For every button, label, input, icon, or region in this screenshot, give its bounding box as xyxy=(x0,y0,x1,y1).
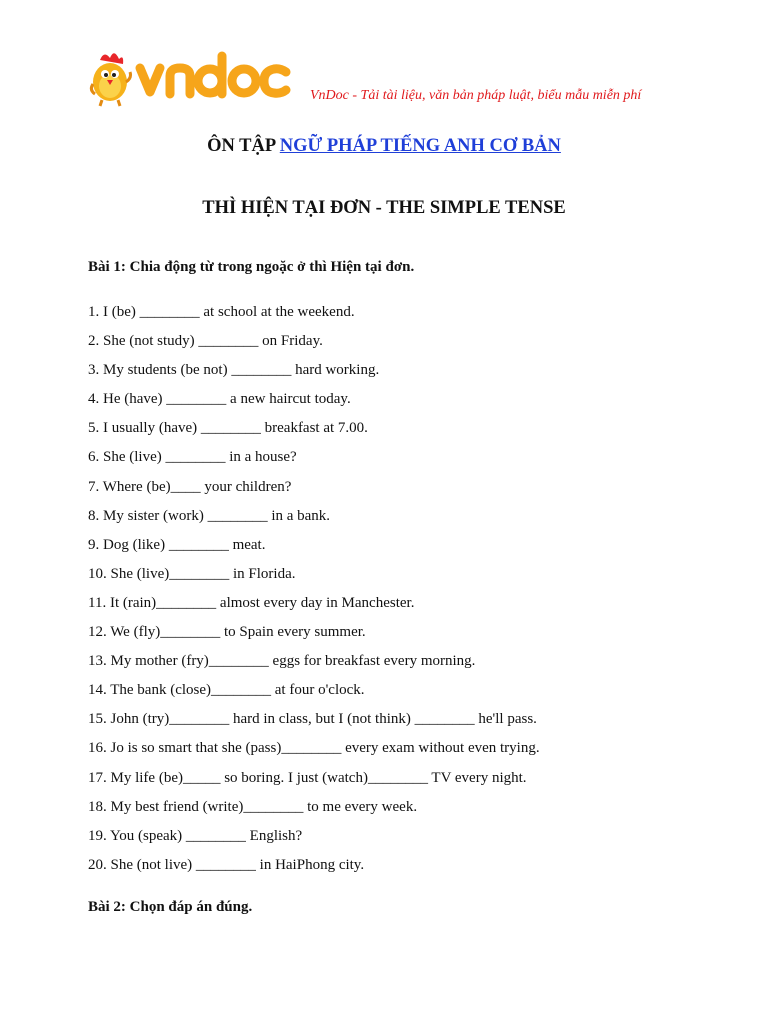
exercise-item: 2. She (not study) ________ on Friday. xyxy=(88,333,323,350)
page-header xyxy=(88,46,688,110)
exercise-item: 12. We (fly)________ to Spain every summer. xyxy=(88,624,366,641)
exercise-item: 17. My life (be)_____ so boring. I just (watch)________ TV every night. xyxy=(88,769,527,786)
exercise-item: 5. I usually (have) ________ breakfast at 7.00. xyxy=(88,420,368,437)
chick-mascot-icon xyxy=(91,53,130,106)
title-prefix: ÔN TẬP xyxy=(207,136,280,156)
exercise-item: 1. I (be) ________ at school at the weekend. xyxy=(88,304,355,320)
exercise-item: 6. She (live) ________ in a house? xyxy=(88,449,297,466)
exercise-item: 7. Where (be)____ your children? xyxy=(88,478,292,495)
exercise-item: 14. The bank (close)________ at four o'clock. xyxy=(88,682,365,699)
exercise-item: 11. It (rain)________ almost every day in Manchester. xyxy=(88,594,415,611)
exercise-item: 10. She (live)________ in Florida. xyxy=(88,565,296,582)
exercise-item: 18. My best friend (write)________ to me every week. xyxy=(88,798,418,815)
exercise-item: 8. My sister (work) ________ in a bank. xyxy=(88,507,331,524)
site-tagline: VnDoc - Tải tài liệu, văn bản pháp luật, biểu mẫu miễn phí xyxy=(310,88,642,103)
exercise-2-heading: Bài 2: Chọn đáp án đúng. xyxy=(88,899,253,915)
exercise-1-heading: Bài 1: Chia động từ trong ngoặc ở thì Hiện tại đơn. xyxy=(88,259,415,275)
grammar-link[interactable]: NGỮ PHÁP TIẾNG ANH CƠ BẢN xyxy=(279,136,561,156)
exercise-item: 16. Jo is so smart that she (pass)________ every exam without even trying. xyxy=(88,740,540,757)
page-title xyxy=(0,136,768,157)
exercise-item: 15. John (try)________ hard in class, but I (not think) ________ he'll pass. xyxy=(88,711,537,728)
page-subtitle: THÌ HIỆN TẠI ĐƠN - THE SIMPLE TENSE xyxy=(202,198,566,218)
exercise-item: 4. He (have) ________ a new haircut today. xyxy=(88,391,351,408)
exercise-item: 9. Dog (like) ________ meat. xyxy=(88,536,266,553)
exercise-item: 13. My mother (fry)________ eggs for breakfast every morning. xyxy=(88,653,476,670)
exercise-item: 3. My students (be not) ________ hard working. xyxy=(88,362,380,379)
exercise-item: 20. She (not live) ________ in HaiPhong city. xyxy=(88,856,365,873)
vndoc-wordmark xyxy=(140,56,286,94)
exercise-1-list xyxy=(88,302,540,884)
vndoc-logo xyxy=(88,46,298,108)
exercise-item: 19. You (speak) ________ English? xyxy=(88,827,303,844)
